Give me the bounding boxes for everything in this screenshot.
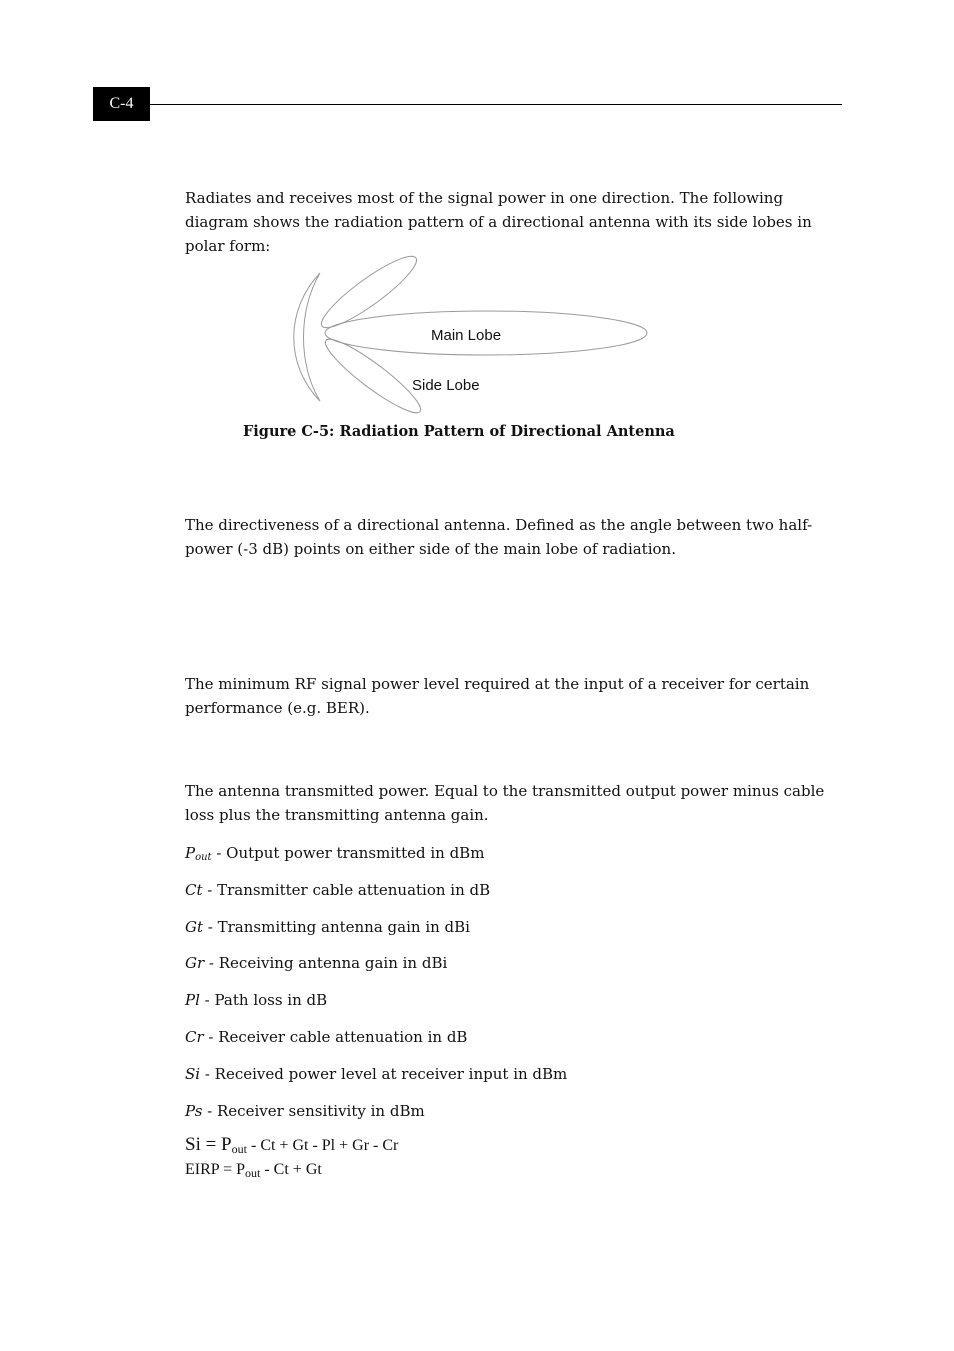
definition-gt: Gt - Transmitting antenna gain in dBi (185, 918, 470, 936)
side-lobe-label: Side Lobe (412, 377, 480, 394)
back-lobe (294, 273, 320, 401)
eirp-description: The antenna transmitted power. Equal to the transmitted output power minus cable loss plus the transmitting antenna gain. (185, 782, 825, 824)
radiation-pattern-diagram (280, 255, 660, 415)
upper-side-lobe (314, 255, 423, 337)
definition-pout: $P_{out}$ - Output power transmitted in dBm (185, 844, 485, 863)
beamwidth-description: The directiveness of a directional antenna. Defined as the angle between two half-power (-3 dB) points on either side of the main lobe of radiation. (185, 516, 813, 558)
definition-symbol: Si (185, 1065, 201, 1083)
definition-cr: Cr - Receiver cable attenuation in dB (185, 1028, 468, 1046)
figure-caption: Figure C-5: Radiation Pattern of Directional Antenna (243, 423, 675, 440)
sensitivity-description: The minimum RF signal power level required at the input of a receiver for certain performance (e.g. BER). (185, 675, 810, 717)
definition-ps: Ps - Receiver sensitivity in dBm (185, 1102, 425, 1120)
definition-gr: Gr - Receiving antenna gain in dBi (185, 954, 448, 972)
definition-symbol: Pl (185, 991, 200, 1009)
definition-symbol: Gt (185, 918, 204, 936)
page-number: C-4 (93, 87, 150, 121)
lower-side-lobe (319, 331, 428, 415)
radiation-pattern-figure (280, 255, 660, 415)
definition-symbol: $P_{out}$ (185, 844, 212, 863)
definition-symbol: Gr (185, 954, 205, 972)
definition-si: Si - Received power level at receiver input in dBm (185, 1065, 568, 1083)
header-rule (150, 104, 842, 105)
directional-antenna-description: Radiates and receives most of the signal power in one direction. The following diagram shows the radiation pattern of a directional antenna with its side lobes in polar form: (185, 189, 812, 255)
definition-symbol: Cr (185, 1028, 204, 1046)
eirp-equation: EIRP = $P_{out} - Ct + Gt$ (185, 1161, 322, 1180)
definition-pl: Pl - Path loss in dB (185, 991, 328, 1009)
main-lobe-label: Main Lobe (431, 327, 502, 344)
definition-symbol: Ps (185, 1102, 203, 1120)
si-equation: $Si = P_{out} - Ct + Gt - Pl + Gr - Cr$ (185, 1134, 399, 1156)
definition-symbol: Ct (185, 881, 203, 899)
definition-ct: Ct - Transmitter cable attenuation in dB (185, 881, 491, 899)
